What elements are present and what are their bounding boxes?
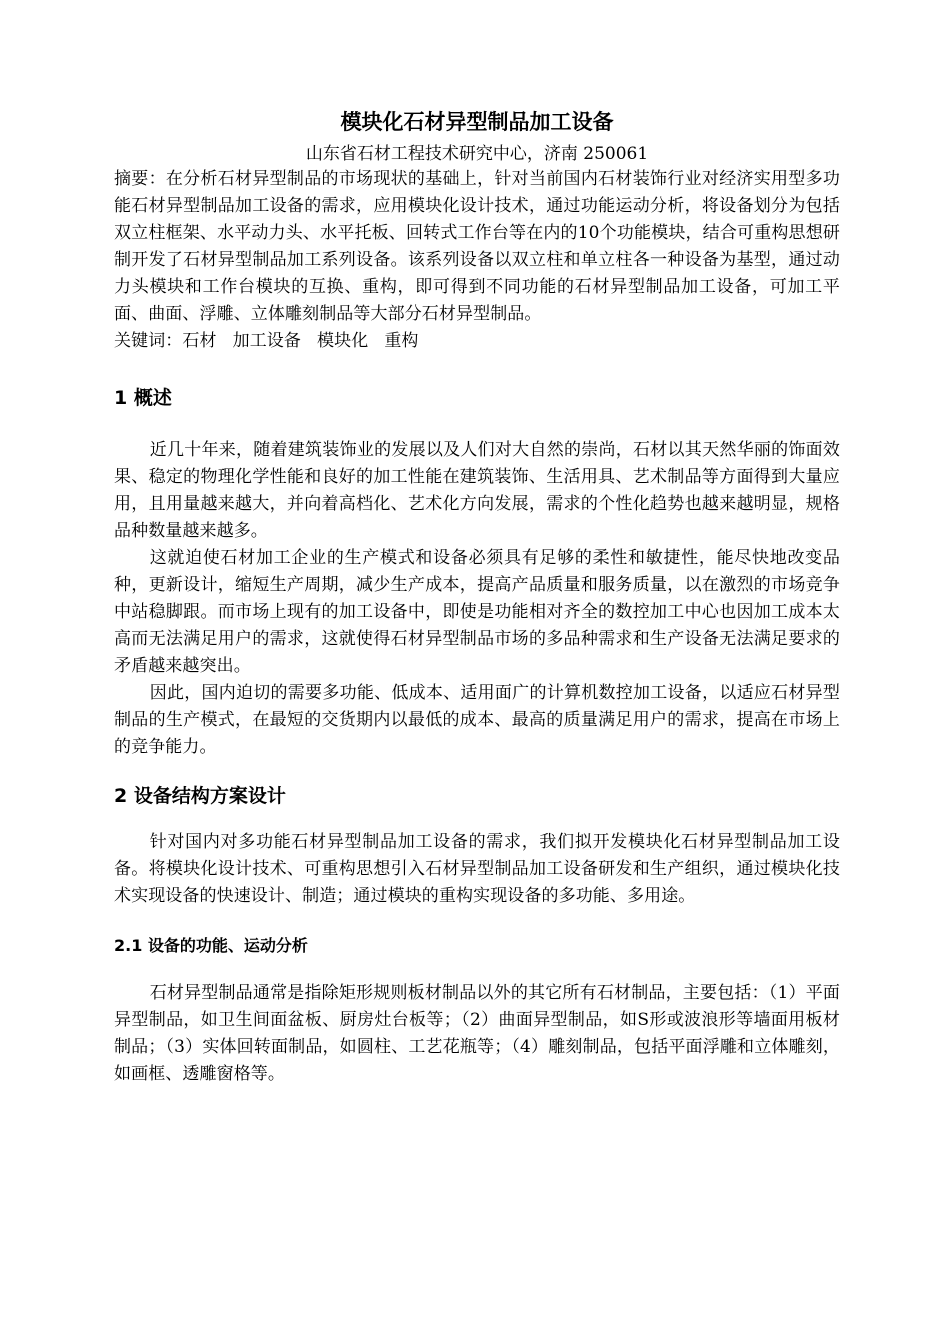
paragraph: 近几十年来，随着建筑装饰业的发展以及人们对大自然的崇尚，石材以其天然华丽的饰面效果、稳定的物理化学性能和良好的加工性能在建筑装饰、生活用具、艺术制品等方面得到大量应用，且用量越来越大，并向着高档化、艺术化方向发展，需求的个性化趋势也越来越明显，规格品种数量越来越多。 (114, 440, 840, 541)
keyword-item: 重构 (384, 331, 419, 351)
paragraph: 石材异型制品通常是指除矩形规则板材制品以外的其它所有石材制品，主要包括：（1）平面异型制品，如卫生间面盆板、厨房灶台板等；（2）曲面异型制品，如S形或波浪形等墙面用板材制品；（3）实体回转面制品，如圆柱、工艺花瓶等；（4）雕刻制品，包括平面浮雕和立体雕刻，如画框、透雕窗格等。 (114, 983, 840, 1084)
subsection-heading: 2.1 设备的功能、运动分析 (114, 936, 308, 955)
keywords (114, 328, 840, 355)
keywords-label: 关键词： (114, 331, 183, 351)
document-title: 模块化石材异型制品加工设备 (340, 110, 614, 134)
paragraph: 因此，国内迫切的需要多功能、低成本、适用面广的计算机数控加工设备，以适应石材异型制品的生产模式，在最短的交货期内以最低的成本、最高的质量满足用户的需求，提高在市场上的竞争能力。 (114, 683, 840, 757)
keyword-item: 加工设备 (232, 331, 302, 351)
keyword-item: 石材 (182, 331, 217, 351)
keyword-item: 模块化 (317, 331, 369, 351)
document-page (114, 108, 840, 1088)
abstract-label: 摘要： (114, 169, 166, 189)
abstract-text: 在分析石材异型制品的市场现状的基础上，针对当前国内石材装饰行业对经济实用型多功能石材异型制品加工设备的需求，应用模块化设计技术，通过功能运动分析，将设备划分为包括双立柱框架、水平动力头、水平托板、回转式工作台等在内的10个功能模块，结合可重构思想研制开发了石材异型制品加工系列设备。该系列设备以双立柱和单立柱各一种设备为基型，通过动力头模块和工作台模块的互换、重构，即可得到不同功能的石材异型制品加工设备，可加工平面、曲面、浮雕、立体雕刻制品等大部分石材异型制品。 (114, 169, 840, 324)
affiliation: 山东省石材工程技术研究中心，济南 250061 (305, 144, 649, 164)
section-heading: 1 概述 (114, 387, 172, 409)
abstract (114, 166, 840, 328)
paragraph: 这就迫使石材加工企业的生产模式和设备必须具有足够的柔性和敏捷性，能尽快地改变品种，更新设计，缩短生产周期，减少生产成本，提高产品质量和服务质量，以在激烈的市场竞争中站稳脚跟。而市场上现有的加工设备中，即使是功能相对齐全的数控加工中心也因加工成本太高而无法满足用户的需求，这就使得石材异型制品市场的多品种需求和生产设备无法满足要求的矛盾越来越突出。 (114, 548, 840, 676)
section-heading: 2 设备结构方案设计 (114, 785, 286, 807)
paragraph: 针对国内对多功能石材异型制品加工设备的需求，我们拟开发模块化石材异型制品加工设备。将模块化设计技术、可重构思想引入石材异型制品加工设备研发和生产组织，通过模块化技术实现设备的快速设计、制造；通过模块的重构实现设备的多功能、多用途。 (114, 832, 840, 906)
